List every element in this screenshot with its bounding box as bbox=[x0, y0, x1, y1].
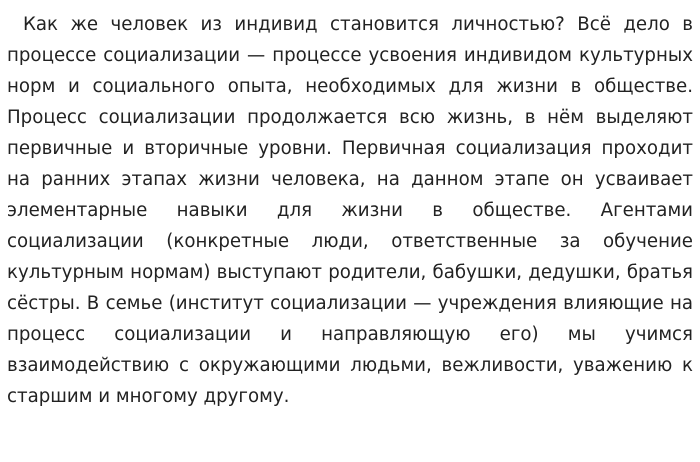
body-paragraph: Как же человек из индивид становится личностью? Всё дело в процессе социализации — процессе усвоения индивидом культурных норм и социального опыта, необходимых для жизни в обществе. Процесс социализации продолжается всю жизнь, в нём выделяют первичные и вторичные уровни. Первичная социализация проходит на ранних этапах жизни человека, на данном этапе он усваивает элементарные навыки для жизни в обществе. Агентами социализации (конкретные люди, ответственные за обучение культурным нормам) выступают родители, бабушки, дедушки, братья сёстры. В семье (институт социализации — учреждения влияющие на процесс социализации и направляющую его) мы учимся взаимодействию с окружающими людьми, вежливости, уважению к старшим и многому другому. bbox=[7, 14, 693, 407]
